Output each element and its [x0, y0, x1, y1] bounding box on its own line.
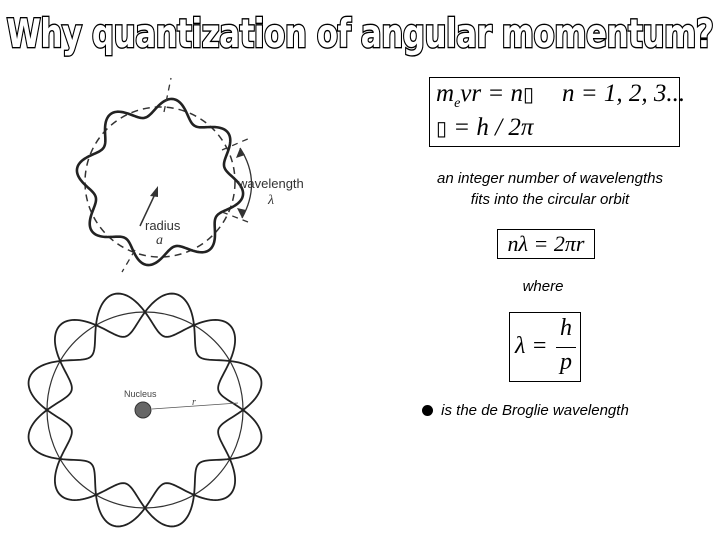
r-label: r: [192, 397, 196, 408]
eq1-n-values: n = 1, 2, 3...: [562, 80, 686, 107]
nucleus: [135, 402, 151, 418]
eq1-glyph-hbar: ▯: [522, 84, 534, 106]
radius-label: radius: [145, 218, 181, 233]
bottom-orbit-diagram: [29, 294, 262, 527]
eq3-numerator: h: [560, 315, 572, 341]
nucleus-label: Nucleus: [124, 389, 157, 399]
caption-line-1: an integer number of wavelengths: [437, 170, 663, 187]
debroglie-text: is the de Broglie wavelength: [441, 402, 629, 419]
page-title: Why quantization of angular momentum?: [6, 12, 714, 57]
eq3-denominator: p: [560, 349, 572, 375]
eq2-text: nλ = 2πr: [507, 231, 585, 256]
eq1-rest: vr = n: [460, 80, 523, 107]
eq1-sub-e: e: [454, 96, 461, 111]
radius-arrow-head: [150, 186, 158, 197]
eq3-lambda: λ =: [515, 333, 548, 359]
eq1-glyph-hbar-2: ▯: [436, 118, 448, 140]
where-label: where: [522, 278, 564, 295]
wavelength-lambda-label: λ: [268, 193, 275, 208]
caption-line-2: fits into the circular orbit: [470, 191, 630, 208]
top-orbit-diagram: [77, 78, 304, 272]
radius-a-label: a: [156, 233, 163, 248]
eq1-m: m: [436, 80, 455, 107]
top-radial-dash-4: [122, 250, 135, 272]
eq1-hbar-def: = h / 2π: [453, 114, 534, 141]
wavelength-label: wavelength: [238, 176, 304, 191]
top-radial-dash-2: [222, 138, 250, 150]
